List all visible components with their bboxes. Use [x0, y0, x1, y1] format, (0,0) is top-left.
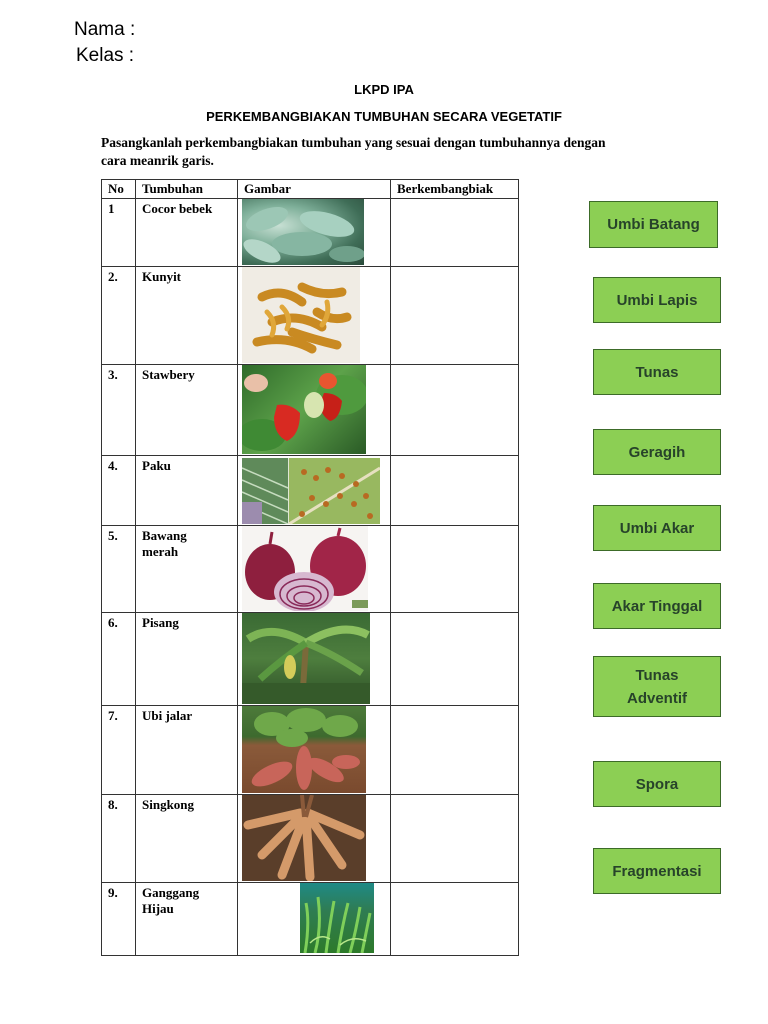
row-number: 5.: [102, 526, 136, 613]
strawberry-image: [242, 365, 366, 454]
image-cell: [238, 456, 391, 526]
plant-name: Paku: [136, 456, 238, 526]
row-number: 4.: [102, 456, 136, 526]
plant-name: Bawang merah: [136, 526, 238, 613]
option-tunas[interactable]: Tunas: [593, 349, 721, 395]
column-header-no: No: [102, 180, 136, 199]
option-umbi-lapis[interactable]: Umbi Lapis: [593, 277, 721, 323]
row-number: 2.: [102, 267, 136, 365]
answer-cell[interactable]: [391, 365, 519, 456]
column-header-berkembangbiak: Berkembangbiak: [391, 180, 519, 199]
cocor-bebek-image: [242, 199, 364, 265]
table-row: [102, 199, 519, 267]
table-header-row: [102, 180, 519, 199]
ubi-jalar-image: [242, 706, 366, 793]
row-number: 7.: [102, 706, 136, 795]
class-label: Kelas :: [76, 45, 135, 66]
table-row: [102, 365, 519, 456]
option-fragmentasi[interactable]: Fragmentasi: [593, 848, 721, 894]
plant-name: Ubi jalar: [136, 706, 238, 795]
image-cell: [238, 526, 391, 613]
table-row: [102, 613, 519, 706]
answer-cell[interactable]: [391, 267, 519, 365]
image-cell: [238, 199, 391, 267]
column-header-gambar: Gambar: [238, 180, 391, 199]
row-number: 3.: [102, 365, 136, 456]
singkong-image: [242, 795, 366, 881]
image-cell: [238, 883, 391, 956]
table-row: [102, 456, 519, 526]
answer-cell[interactable]: [391, 795, 519, 883]
table-row: [102, 267, 519, 365]
name-label: Nama :: [74, 19, 136, 40]
instruction-text: Pasangkanlah perkembangbiakan tumbuhan yang sesuai dengan tumbuhannya dengan cara meanrik garis.: [101, 135, 606, 168]
pisang-image: [242, 613, 370, 704]
paku-image: [242, 458, 380, 524]
kunyit-image: [242, 267, 360, 363]
option-spora[interactable]: Spora: [593, 761, 721, 807]
row-number: 9.: [102, 883, 136, 956]
plant-name: Cocor bebek: [136, 199, 238, 267]
answer-cell[interactable]: [391, 706, 519, 795]
table-row: [102, 706, 519, 795]
plant-table: [101, 179, 519, 956]
table-row: [102, 526, 519, 613]
plant-name: Kunyit: [136, 267, 238, 365]
row-number: 6.: [102, 613, 136, 706]
column-header-tumbuhan: Tumbuhan: [136, 180, 238, 199]
answer-cell[interactable]: [391, 883, 519, 956]
image-cell: [238, 795, 391, 883]
ganggang-hijau-image: [300, 883, 374, 953]
plant-name: Singkong: [136, 795, 238, 883]
answer-cell[interactable]: [391, 526, 519, 613]
plant-name: Stawbery: [136, 365, 238, 456]
option-umbi-batang[interactable]: Umbi Batang: [589, 201, 718, 248]
image-cell: [238, 365, 391, 456]
table-row: [102, 883, 519, 956]
answer-cell[interactable]: [391, 199, 519, 267]
answer-cell[interactable]: [391, 456, 519, 526]
option-tunas-adventif[interactable]: Tunas Adventif: [593, 656, 721, 717]
image-cell: [238, 706, 391, 795]
option-akar-tinggal[interactable]: Akar Tinggal: [593, 583, 721, 629]
image-cell: [238, 613, 391, 706]
option-umbi-akar[interactable]: Umbi Akar: [593, 505, 721, 551]
answer-cell[interactable]: [391, 613, 519, 706]
worksheet-subtitle: PERKEMBANGBIAKAN TUMBUHAN SECARA VEGETATIF: [206, 109, 562, 124]
option-geragih[interactable]: Geragih: [593, 429, 721, 475]
plant-name: Ganggang Hijau: [136, 883, 238, 956]
worksheet-title: LKPD IPA: [354, 82, 414, 97]
bawang-merah-image: [242, 526, 368, 611]
row-number: 1: [102, 199, 136, 267]
row-number: 8.: [102, 795, 136, 883]
image-cell: [238, 267, 391, 365]
plant-name: Pisang: [136, 613, 238, 706]
table-row: [102, 795, 519, 883]
